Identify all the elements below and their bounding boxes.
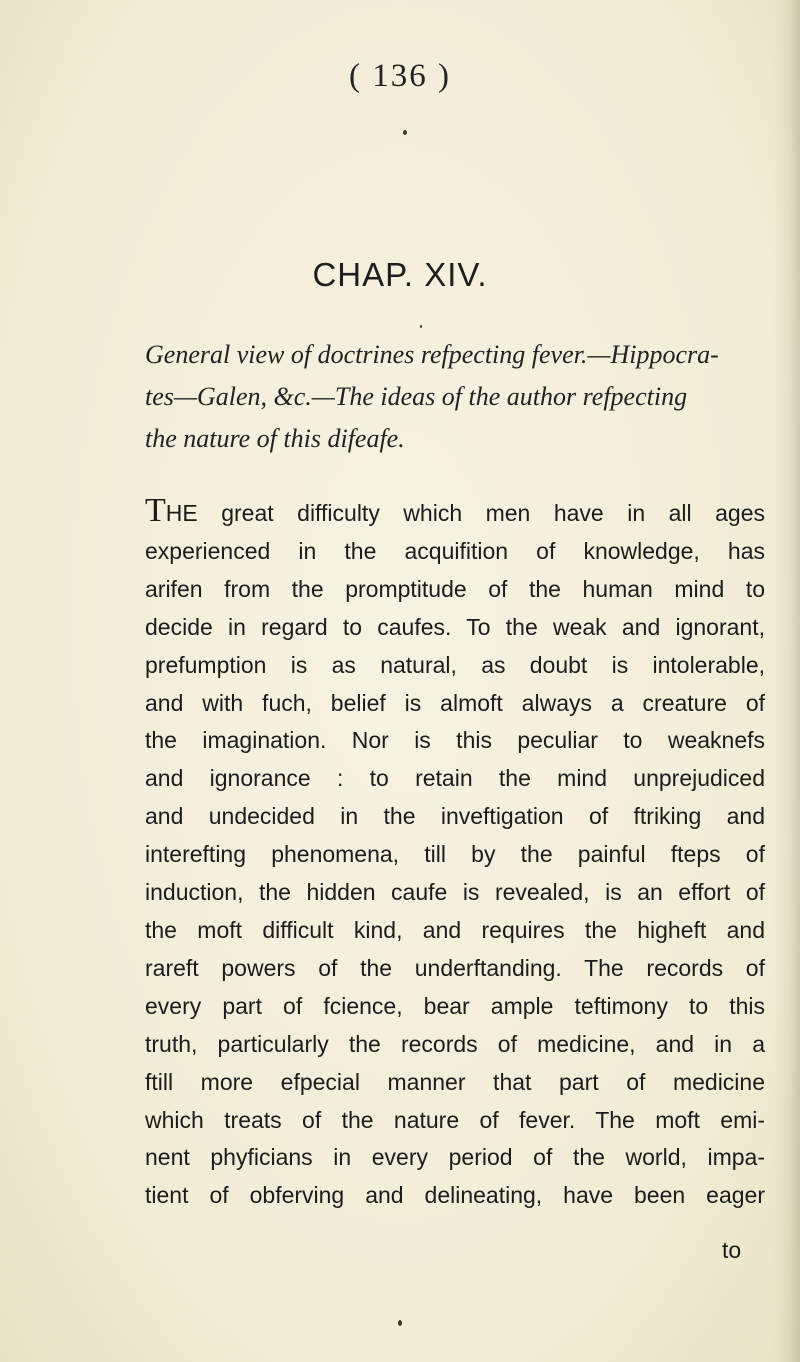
page-number: ( 136 ): [349, 58, 451, 94]
body-line: every part of fcience, bear ample teftimony to this: [145, 992, 765, 1019]
summary-line: General view of doctrines refpecting fever.—Hippocra-: [145, 340, 719, 369]
body-line: ftill more efpecial manner that part of medicine: [145, 1068, 765, 1095]
body-line: truth, particularly the records of medicine, and in a: [145, 1030, 765, 1057]
body-line: interefting phenomena, till by the painful fteps of: [145, 841, 765, 868]
ink-speck: [398, 1320, 402, 1326]
page-edge-shadow: [774, 0, 800, 1362]
body-line: and ignorance : to retain the mind unprejudiced: [145, 765, 765, 792]
body-line: arifen from the promptitude of the human mind to: [145, 575, 765, 602]
body-line: nent phyficians in every period of the world, impa-: [145, 1144, 765, 1171]
catchword: to: [722, 1237, 742, 1263]
body-line: which treats of the nature of fever. The moft emi-: [145, 1106, 765, 1133]
body-line: decide in regard to caufes. To the weak and ignorant,: [145, 613, 765, 640]
body-line: the imagination. Nor is this peculiar to weaknefs: [145, 727, 765, 754]
first-line-text: HE great difficulty which men have in all ages: [165, 500, 765, 526]
body-line: and with fuch, belief is almoft always a creature of: [145, 689, 765, 716]
summary-line: tes—Galen, &c.—The ideas of the author refpecting: [145, 382, 688, 411]
body-line: prefumption is as natural, as doubt is intolerable,: [145, 651, 765, 678]
ink-speck: [420, 325, 422, 328]
body-text: [145, 492, 765, 1215]
summary-line: the nature of this difeafe.: [145, 424, 405, 453]
body-line: and undecided in the inveftigation of ftriking and: [145, 803, 765, 830]
body-line: experienced in the acquifition of knowledge, has: [145, 537, 765, 564]
chapter-summary: [145, 334, 730, 460]
ink-speck: [403, 130, 407, 135]
drop-cap: T: [145, 492, 166, 529]
body-line: the moft difficult kind, and requires the higheft and: [145, 916, 765, 943]
chapter-title: CHAP. XIV.: [312, 256, 488, 293]
body-first-line: [145, 492, 765, 533]
body-line: induction, the hidden caufe is revealed, is an effort of: [145, 879, 765, 906]
body-line: tient of obferving and delineating, have been eager: [145, 1182, 765, 1209]
body-line: rareft powers of the underftanding. The records of: [145, 954, 765, 981]
